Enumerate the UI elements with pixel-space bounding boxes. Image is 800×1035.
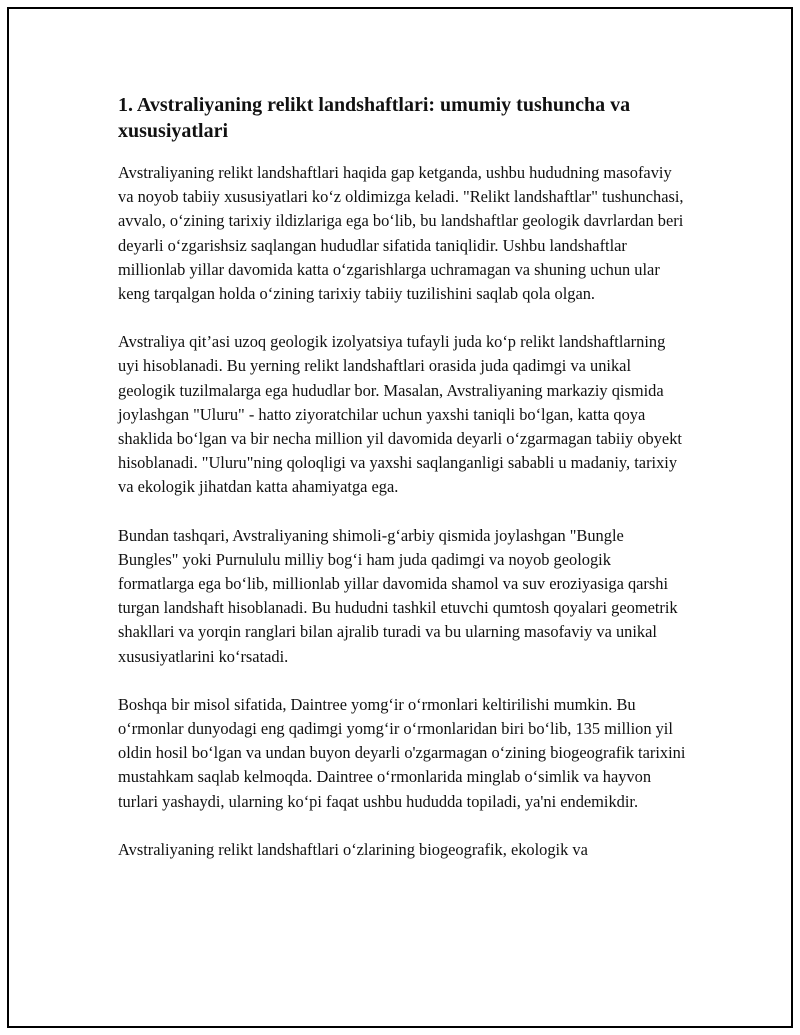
- paragraph-5: Avstraliyaning relikt landshaftlari o‘zlarining biogeografik, ekologik va: [118, 839, 588, 859]
- paragraph-3: Bundan tashqari, Avstraliyaning shimoli-g‘arbiy qismida joylashgan "Bungle Bungles" yoki Purnululu milliy bog‘i ham juda qadimgi va noyob geologik formatlarga ega bo‘lib, millionlab yillar davomida shamol va suv eroziyasiga qarshi turgan landshaft hisoblanadi. Bu hududni tashkil etuvchi qumtosh qoyalari geometrik shakllari va yorqin ranglari bilan ajralib turadi va bu ularning masofaviy va unikal xususiyatlarini ko‘rsatadi.: [118, 525, 678, 666]
- paragraph-1: Avstraliyaning relikt landshaftlari haqida gap ketganda, ushbu hududning masofaviy va noyob tabiiy xususiyatlari ko‘z oldimizga keladi. "Relikt landshaftlar" tushunchasi, avvalo, o‘zining tarixiy ildizlariga ega bo‘lib, bu landshaftlar geologik davrlardan beri deyarli o‘zgarishsiz saqlangan hududlar sifatida taniqlidir. Ushbu landshaftlar millionlab yillar davomida katta o‘zgarishlarga uchramagan va shuning uchun ular keng tarqalgan holda o‘zining tarixiy tabiiy tuzilishini saqlab qola olgan.: [118, 163, 684, 304]
- paragraph-4: Boshqa bir misol sifatida, Daintree yomg‘ir o‘rmonlari keltirilishi mumkin. Bu o‘rmonlar dunyodagi eng qadimgi yomg‘ir o‘rmonlaridan biri bo‘lib, 135 million yil oldin hosil bo‘lgan va undan buyon deyarli o'zgarmagan o‘zining biogeografik tarixini mustahkam saqlab kelmoqda. Daintree o‘rmonlarida minglab o‘simlik va hayvon turlari yashaydi, ularning ko‘pi faqat ushbu hududda topiladi, ya'ni endemikdir.: [118, 694, 686, 811]
- document-body: [118, 92, 688, 886]
- section-heading: 1. Avstraliyaning relikt landshaftlari: umumiy tushuncha va xususiyatlari: [118, 94, 631, 142]
- paragraph-2: Avstraliya qit’asi uzoq geologik izolyatsiya tufayli juda ko‘p relikt landshaftlarning uyi hisoblanadi. Bu yerning relikt landshaftlari orasida juda qadimgi va unikal geologik tuzilmalarga ega hududlar bor. Masalan, Avstraliyaning markaziy qismida joylashgan "Uluru" - hatto ziyoratchilar uchun yaxshi taniqli bo‘lgan, katta qoya shaklida bo‘lgan va bir necha million yil davomida deyarli o‘zgarmagan tabiiy obyekt hisoblanadi. "Uluru"ning qoloqligi va yaxshi saqlanganligi sababli u madaniy, tarixiy va ekologik jihatdan katta ahamiyatga ega.: [118, 332, 682, 497]
